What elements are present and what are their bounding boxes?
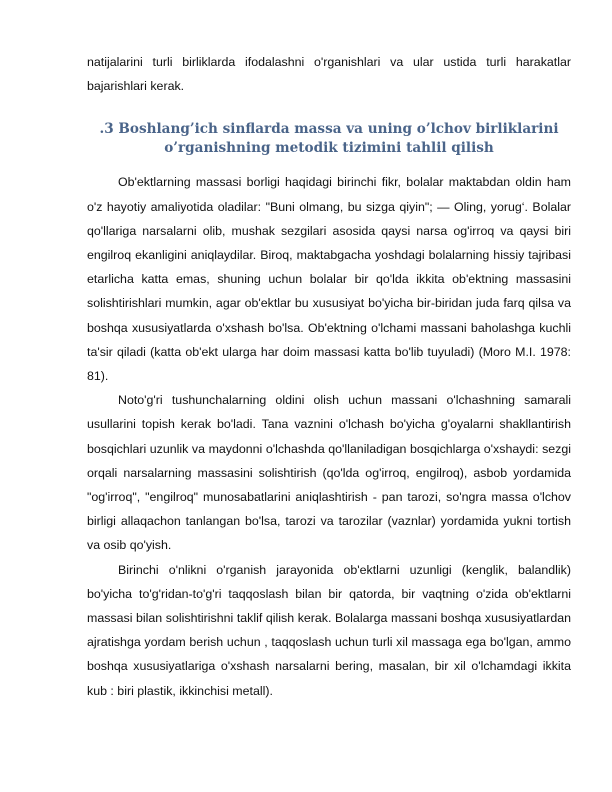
body-paragraph-3: Birinchi o'nlikni o'rganish jarayonida ob'ektlarni uzunligi (kenglik, balandlik) bo'yicha to'g'ridan-to'g'ri taqqoslash bilan bir qatorda, bir vaqtning o'zida ob'ektlarni massasi bilan solishtirishni taklif qilish kerak. Bolalarga massani boshqa xususiyatlardan ajratishga yordam berish uchun , taqqoslash uchun turli xil massaga ega bo'lgan, ammo boshqa xususiyatlariga o'xshash narsalarni bering, masalan, bir xil o'lchamdagi ikkita kub : biri plastik, ikkinchisi metall). bbox=[87, 562, 571, 698]
page-content bbox=[87, 50, 571, 703]
section-heading-line2: o’rganishning metodik tizimini tahlil qilish bbox=[164, 140, 494, 157]
section-heading bbox=[87, 120, 571, 158]
body-paragraph-2: Noto'g'ri tushunchalarning oldini olish uchun massani o'lchashning samarali usullarini topish kerak bo'ladi. Tana vaznini o'lchash bo'yicha g'oyalarni shakllantirish bosqichlari uzunlik va maydonni o'lchashda qo'llaniladigan bosqichlarga o'xshaydi: sezgi orqali narsalarning massasini solishtirish (qo'lda og'irroq, engilroq), asbob yordamida "og'irroq", "engilroq" munosabatlarini aniqlashtirish - pan tarozi, so'ngra massa o'lchov birligi allaqachon tanlangan bo'lsa, tarozi va tarozilar (vaznlar) yordamida yukni tortish va osib qo'yish. bbox=[87, 393, 571, 553]
section-heading-line1: .3 Boshlang’ich sinflarda massa va uning o’lchov birliklarini bbox=[99, 121, 559, 138]
body-paragraph-1: Ob'ektlarning massasi borligi haqidagi birinchi fikr, bolalar maktabdan oldin ham o'z hayotiy amaliyotida oladilar: "Buni olmang, bu sizga qiyin"; — Oling, yorug‘. Bolalar qo'llariga narsalarni olib, mushak sezgilari asosida qaysi narsa og'irroq va qaysi biri engilroq ekanligini aniqlaydilar. Biroq, maktabgacha yoshdagi bolalarning hissiy tajribasi etarlicha katta emas, shuning uchun bolalar bir qo'lda ikkita ob'ektning massasini solishtirishlari mumkin, agar ob'ektlar bu xususiyat bo'yicha bir-biridan juda farq qilsa va boshqa xususiyatlarda o'xshash bo'lsa. Ob'ektning o'lchami massani baholashga kuchli ta'sir qiladi (katta ob'ekt ularga har doim massasi katta bo'lib tuyuladi) (Moro M.I. 1978: 81). bbox=[87, 175, 571, 384]
intro-paragraph: natijalarini turli birliklarda ifodalashni o'rganishlari va ular ustida turli harakatlar bajarishlari kerak. bbox=[87, 55, 571, 94]
